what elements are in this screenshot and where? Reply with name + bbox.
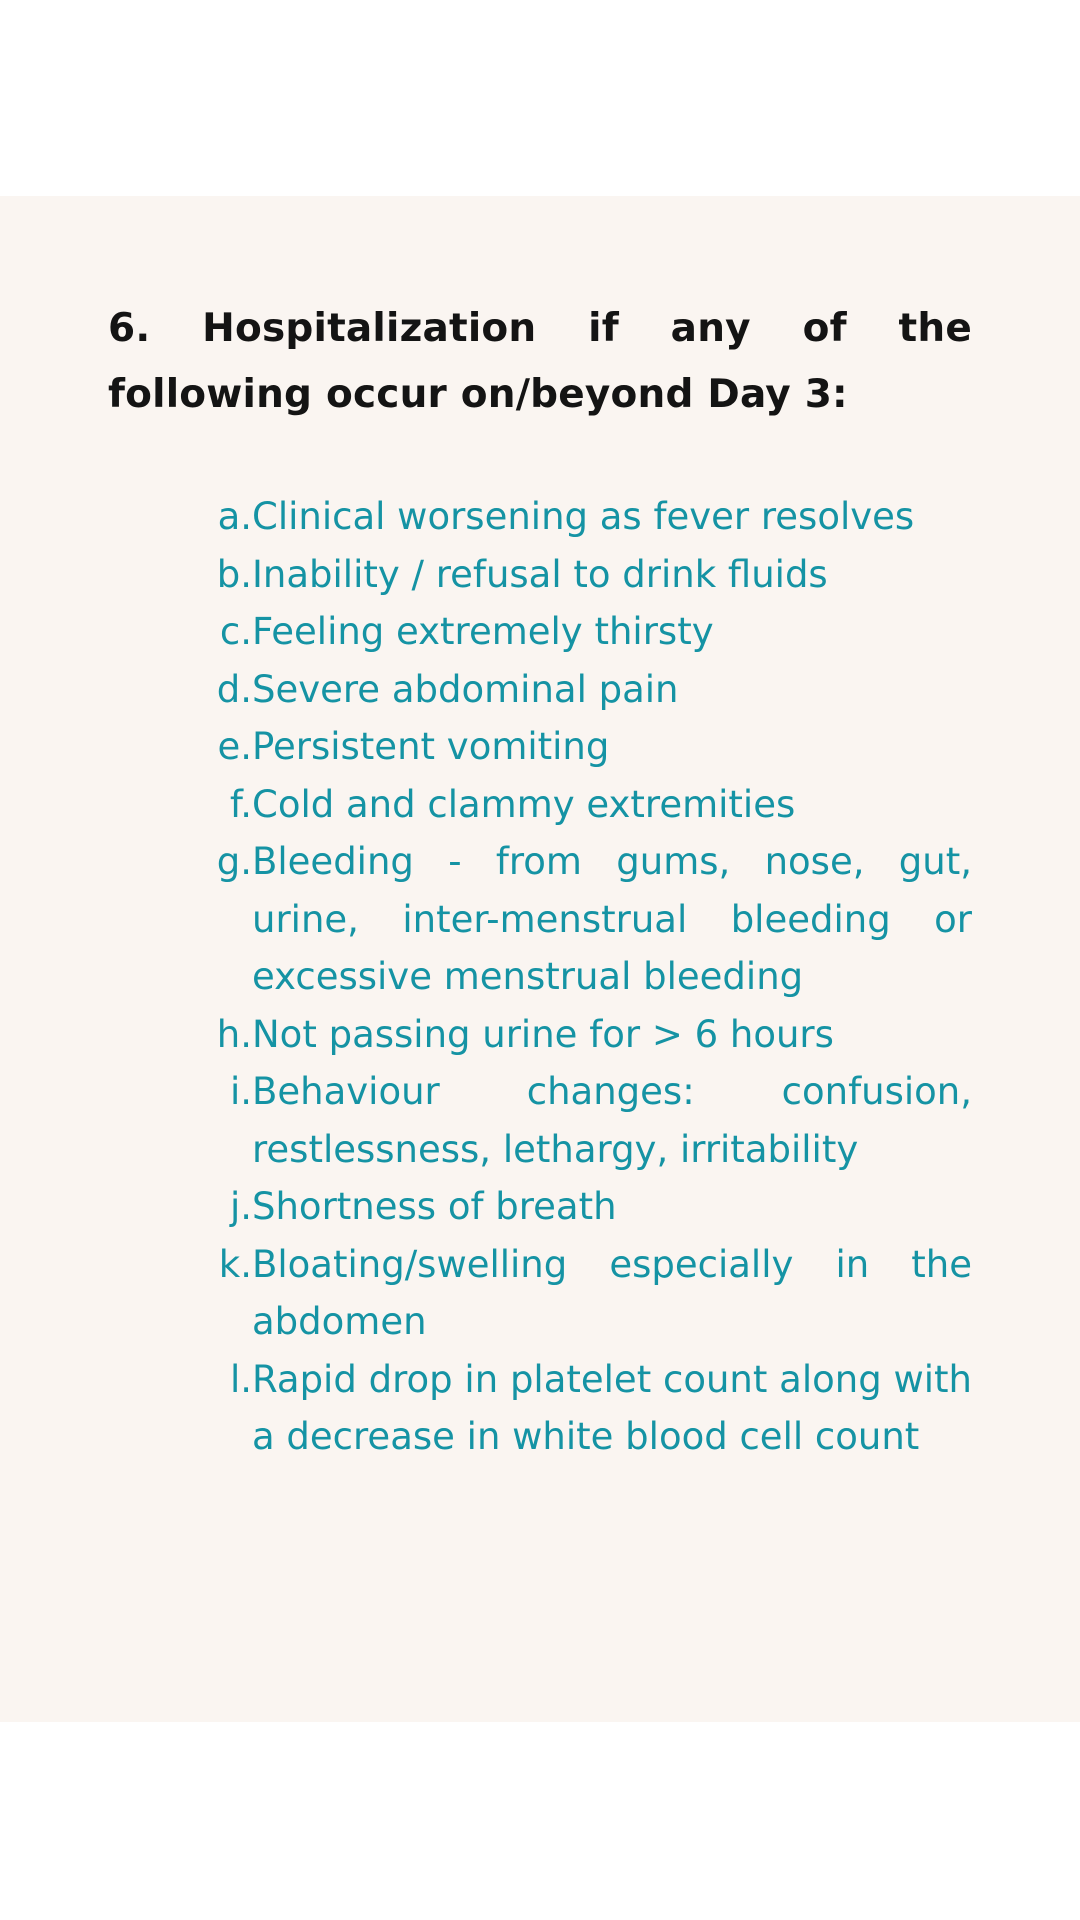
list-item bbox=[200, 1063, 972, 1178]
list-item bbox=[200, 488, 972, 546]
list-item bbox=[200, 776, 972, 834]
list-item bbox=[200, 1178, 972, 1236]
list-item-text: Cold and clammy extremities bbox=[252, 782, 796, 826]
list-marker: a. bbox=[217, 495, 252, 538]
list-item-text: Feeling extremely thirsty bbox=[252, 610, 714, 653]
list-marker: j. bbox=[229, 1185, 252, 1228]
list-marker: b. bbox=[216, 552, 252, 596]
list-item bbox=[200, 546, 972, 604]
list-item-text: Shortness of breath bbox=[252, 1185, 617, 1228]
list-item bbox=[200, 718, 972, 776]
list-item-text: Behaviour changes: confusion, restlessness, lethargy, irritability bbox=[252, 1070, 972, 1171]
list-item bbox=[200, 603, 972, 661]
warning-signs-list bbox=[200, 488, 972, 1466]
list-item-text: Rapid drop in platelet count along with a decrease in white blood cell count bbox=[252, 1357, 972, 1458]
list-marker: h. bbox=[216, 1012, 252, 1056]
list-item bbox=[200, 661, 972, 719]
list-item bbox=[200, 1236, 972, 1351]
list-item-text: Not passing urine for > 6 hours bbox=[252, 1012, 834, 1056]
list-marker: f. bbox=[229, 782, 252, 826]
list-item bbox=[200, 1351, 972, 1466]
list-item-text: Bleeding - from gums, nose, gut, urine, inter-menstrual bleeding or excessive menstrual bleeding bbox=[252, 840, 972, 998]
list-marker: i. bbox=[229, 1070, 252, 1113]
list-marker: k. bbox=[218, 1242, 252, 1286]
list-item-text: Clinical worsening as fever resolves bbox=[252, 495, 915, 538]
list-item-text: Bloating/swelling especially in the abdomen bbox=[252, 1242, 972, 1343]
list-marker: c. bbox=[219, 610, 252, 653]
list-marker: g. bbox=[216, 840, 252, 883]
list-marker: l. bbox=[229, 1357, 252, 1401]
list-marker: e. bbox=[217, 725, 252, 768]
list-item bbox=[200, 1006, 972, 1064]
section-heading: 6. Hospitalization if any of the following occur on/beyond Day 3: bbox=[108, 306, 972, 417]
list-item bbox=[200, 833, 972, 1006]
list-item-text: Severe abdominal pain bbox=[252, 667, 679, 711]
list-item-text: Inability / refusal to drink fluids bbox=[252, 552, 828, 596]
list-marker: d. bbox=[216, 667, 252, 711]
list-item-text: Persistent vomiting bbox=[252, 725, 610, 768]
